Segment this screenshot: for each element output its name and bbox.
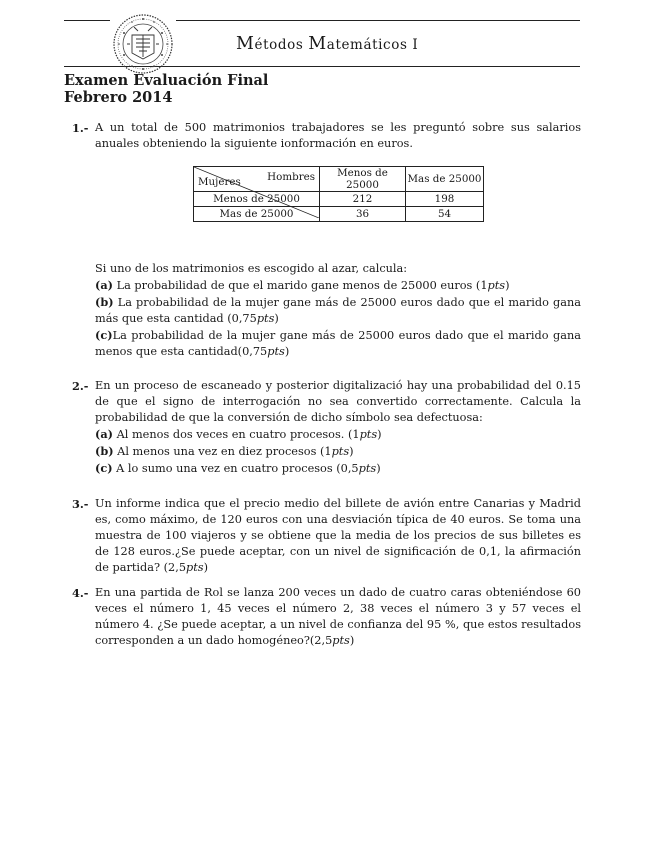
question-item: (a) La probabilidad de que el marido gane menos de 25000 euros (1pts): [95, 278, 510, 292]
question-item: (a) Al menos dos veces en cuatro procesos. (1pts): [95, 427, 382, 441]
table-row-label: Menos de 25000: [194, 192, 320, 207]
question-3: [72, 496, 581, 576]
question-1-parts: [72, 261, 581, 360]
table-cell: 54: [406, 207, 484, 222]
header-rule-left: [64, 20, 110, 21]
question-2: [72, 378, 581, 477]
salary-table: [193, 166, 484, 222]
exam-title: [64, 72, 268, 106]
table-row-label: Mas de 25000: [194, 207, 320, 222]
table-corner-bottom-label: Mujeres: [198, 176, 241, 188]
question-text: En una partida de Rol se lanza 200 veces un dado de cuatro caras obteniéndose 60 veces el número 1, 45 veces el número 2, 38 veces el número 3 y 57 veces el número 4. ¿Se puede aceptar, a un nivel de confianza del 95 %, que estos resultados corresponden a un dado homogéneo?(2,5pts): [95, 586, 581, 647]
table-corner-top-label: Hombres: [267, 171, 315, 183]
question-item: (b) Al menos una vez en diez procesos (1pts): [95, 444, 354, 458]
question-number: 3.-: [72, 497, 89, 511]
course-title: Métodos Matemáticos I: [236, 34, 419, 54]
question-number: 2.-: [72, 379, 89, 393]
table-corner-cell: [194, 167, 320, 192]
question-text: Un informe indica que el precio medio del billete de avión entre Canarias y Madrid es, como máximo, de 120 euros con una desviación típica de 40 euros. Se toma una muestra de 100 viajeros y se obtiene que la media de los precios de sus billetes es de 128 euros.¿Se puede aceptar, con un nivel de significación de 0,1, la afirmación de partida? (2,5pts): [95, 497, 581, 574]
table-cell: 198: [406, 192, 484, 207]
table-cell: 36: [320, 207, 406, 222]
question-4: [72, 585, 581, 649]
question-item: (c) A lo sumo una vez en cuatro procesos (0,5pts): [95, 461, 381, 475]
university-seal-icon: [112, 13, 174, 75]
table-cell: 212: [320, 192, 406, 207]
exam-name: Examen Evaluación Final: [64, 72, 269, 89]
question-item: (c)La probabilidad de la mujer gane más de 25000 euros dado que el marido gana menos que esta cantidad(0,75pts): [95, 328, 581, 358]
question-intro: A un total de 500 matrimonios trabajadores se les preguntó sobre sus salarios anuales obteniendo la siguiente ionformación en euros.: [95, 121, 581, 150]
table-col-header: Menos de 25000: [320, 167, 406, 192]
table-col-header: Mas de 25000: [406, 167, 484, 192]
header-rule-top: [176, 20, 580, 21]
question-number: 4.-: [72, 586, 89, 600]
question-intro: En un proceso de escaneado y posterior digitalizació hay una probabilidad del 0.15 de que el signo de interrogación no sea convertido correctamente. Calcula la probabilidad de que la conversión de dicho símbolo sea defectuosa:: [95, 379, 581, 424]
question-item: (b) La probabilidad de la mujer gane más de 25000 euros dado que el marido gana más que esta cantidad (0,75pts): [95, 295, 581, 325]
question-1: [72, 120, 581, 152]
question-number: 1.-: [72, 121, 89, 135]
question-lead: Si uno de los matrimonios es escogido al azar, calcula:: [95, 262, 408, 275]
exam-date: Febrero 2014: [64, 89, 173, 106]
